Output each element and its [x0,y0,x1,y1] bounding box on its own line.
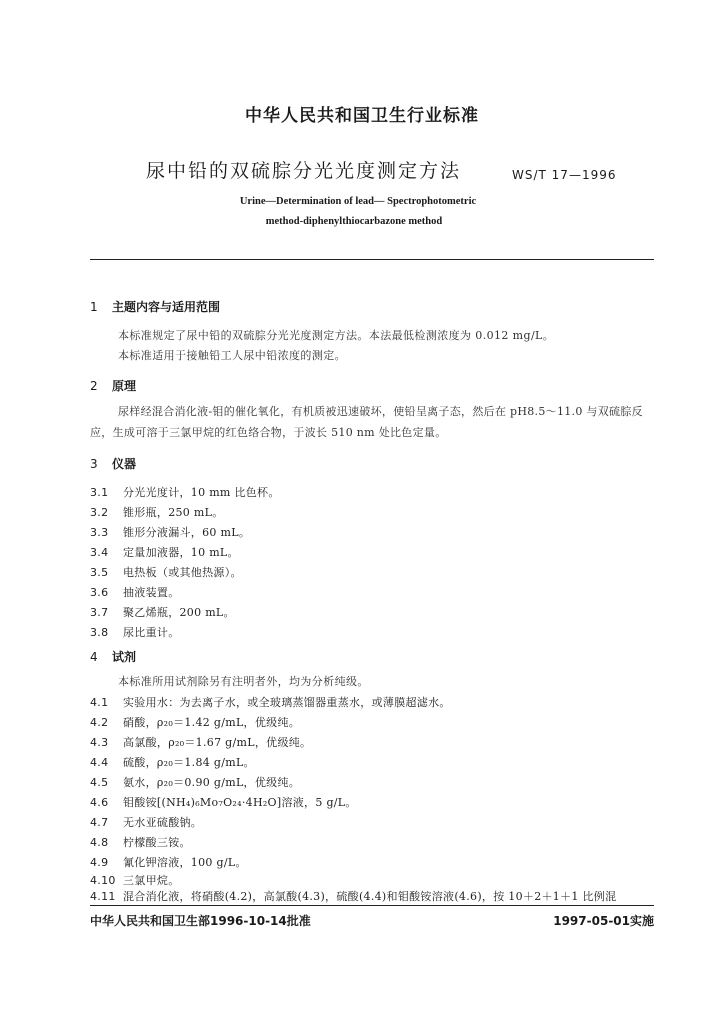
list-item [90,754,255,770]
list-item [90,524,250,540]
issuing-organization: 中华人民共和国卫生行业标准 [245,106,479,126]
list-item [90,794,357,810]
list-item [90,694,451,710]
document-title-english-line1: Urine—Determination of lead— Spectrophotometric [239,196,477,207]
item-number: 4.8 [90,836,109,849]
item-text: 锥形瓶，250 mL。 [123,506,224,519]
item-text: 硝酸，ρ₂₀＝1.42 g/mL，优级纯。 [123,716,301,729]
item-number: 3.8 [90,626,109,639]
section-title: 主题内容与适用范围 [112,300,221,314]
item-number: 4.5 [90,776,109,789]
section-4-heading [90,648,136,665]
section-1-paragraph-1: 本标准规定了尿中铅的双硫腙分光光度测定方法。本法最低检测浓度为 0.012 mg/L。 [118,329,555,342]
section-title: 仪器 [112,457,137,471]
section-2-heading [90,377,136,394]
item-text: 三氯甲烷。 [123,874,180,887]
section-number: 2 [90,379,98,393]
list-item [90,544,239,560]
item-number: 3.6 [90,586,109,599]
item-text: 电热板（或其他热源）。 [123,566,242,579]
list-item [90,834,191,850]
list-item [90,504,224,520]
standard-number: WS/T 17—1996 [512,168,617,182]
list-item [90,624,180,640]
list-item [90,484,280,500]
item-text: 柠檬酸三铵。 [123,836,191,849]
item-text: 锥形分液漏斗，60 mL。 [123,526,251,539]
item-number: 3.7 [90,606,109,619]
section-3-heading [90,455,136,472]
section-1-paragraph-2: 本标准适用于接触铅工人尿中铅浓度的测定。 [118,349,346,362]
list-item [90,854,247,870]
item-text: 无水亚硫酸钠。 [123,816,203,829]
item-text: 抽液装置。 [123,586,180,599]
list-item [90,774,300,790]
approval-statement: 中华人民共和国卫生部1996-10-14批准 [90,914,311,928]
item-text: 氰化钾溶液，100 g/L。 [123,856,247,869]
item-number: 4.1 [90,696,109,709]
item-number: 4.3 [90,736,109,749]
item-text: 分光光度计，10 mm 比色杯。 [123,486,280,499]
item-text: 混合消化液，将硝酸(4.2)，高氯酸(4.3)，硫酸(4.4)和钼酸铵溶液(4.6)，按 10＋2＋1＋1 比例混 [123,890,617,903]
document-title-chinese: 尿中铅的双硫腙分光光度测定方法 [146,160,462,182]
section-1-heading [90,298,220,315]
section-number: 3 [90,457,98,471]
implementation-date: 1997-05-01实施 [553,914,654,928]
item-text: 钼酸铵[(NH₄)₆Mo₇O₂₄·4H₂O]溶液，5 g/L。 [123,796,357,809]
item-text: 氨水，ρ₂₀＝0.90 g/mL，优级纯。 [123,776,301,789]
list-item [90,714,300,730]
list-item [90,734,311,750]
list-item [90,888,616,904]
item-text: 聚乙烯瓶，200 mL。 [123,606,235,619]
section-title: 试剂 [112,650,137,664]
list-item [90,814,202,830]
item-number: 4.7 [90,816,109,829]
item-text: 定量加液器，10 mL。 [123,546,239,559]
header-divider [90,259,654,260]
item-number: 3.2 [90,506,109,519]
item-number: 3.5 [90,566,109,579]
section-number: 1 [90,300,98,314]
item-number: 4.4 [90,756,109,769]
item-text: 高氯酸，ρ₂₀＝1.67 g/mL，优级纯。 [123,736,312,749]
footer-divider [90,905,654,906]
section-2-paragraph: 尿样经混合消化液-钼的催化氧化，有机质被迅速破坏，使铅呈离子态，然后在 pH8.5～11.0 与双硫腙反应，生成可溶于三氯甲烷的红色络合物，于波长 510 nm 处比色定量。 [90,405,643,439]
section-title: 原理 [112,379,137,393]
list-item [90,584,180,600]
item-number: 3.1 [90,486,109,499]
item-number: 4.6 [90,796,109,809]
list-item [90,872,180,888]
section-4-intro: 本标准所用试剂除另有注明者外，均为分析纯级。 [118,675,369,688]
list-item [90,564,242,580]
item-number: 4.9 [90,856,109,869]
document-title-english-line2: method-diphenylthiocarbazone method [265,216,443,227]
list-item [90,604,235,620]
section-number: 4 [90,650,98,664]
item-number: 4.2 [90,716,109,729]
item-number: 4.10 [90,874,116,887]
item-number: 3.3 [90,526,109,539]
item-text: 硫酸，ρ₂₀＝1.84 g/mL。 [123,756,255,769]
item-text: 实验用水：为去离子水，或全玻璃蒸馏器重蒸水，或薄膜超滤水。 [123,696,451,709]
item-number: 4.11 [90,890,116,903]
item-number: 3.4 [90,546,109,559]
item-text: 尿比重计。 [123,626,180,639]
